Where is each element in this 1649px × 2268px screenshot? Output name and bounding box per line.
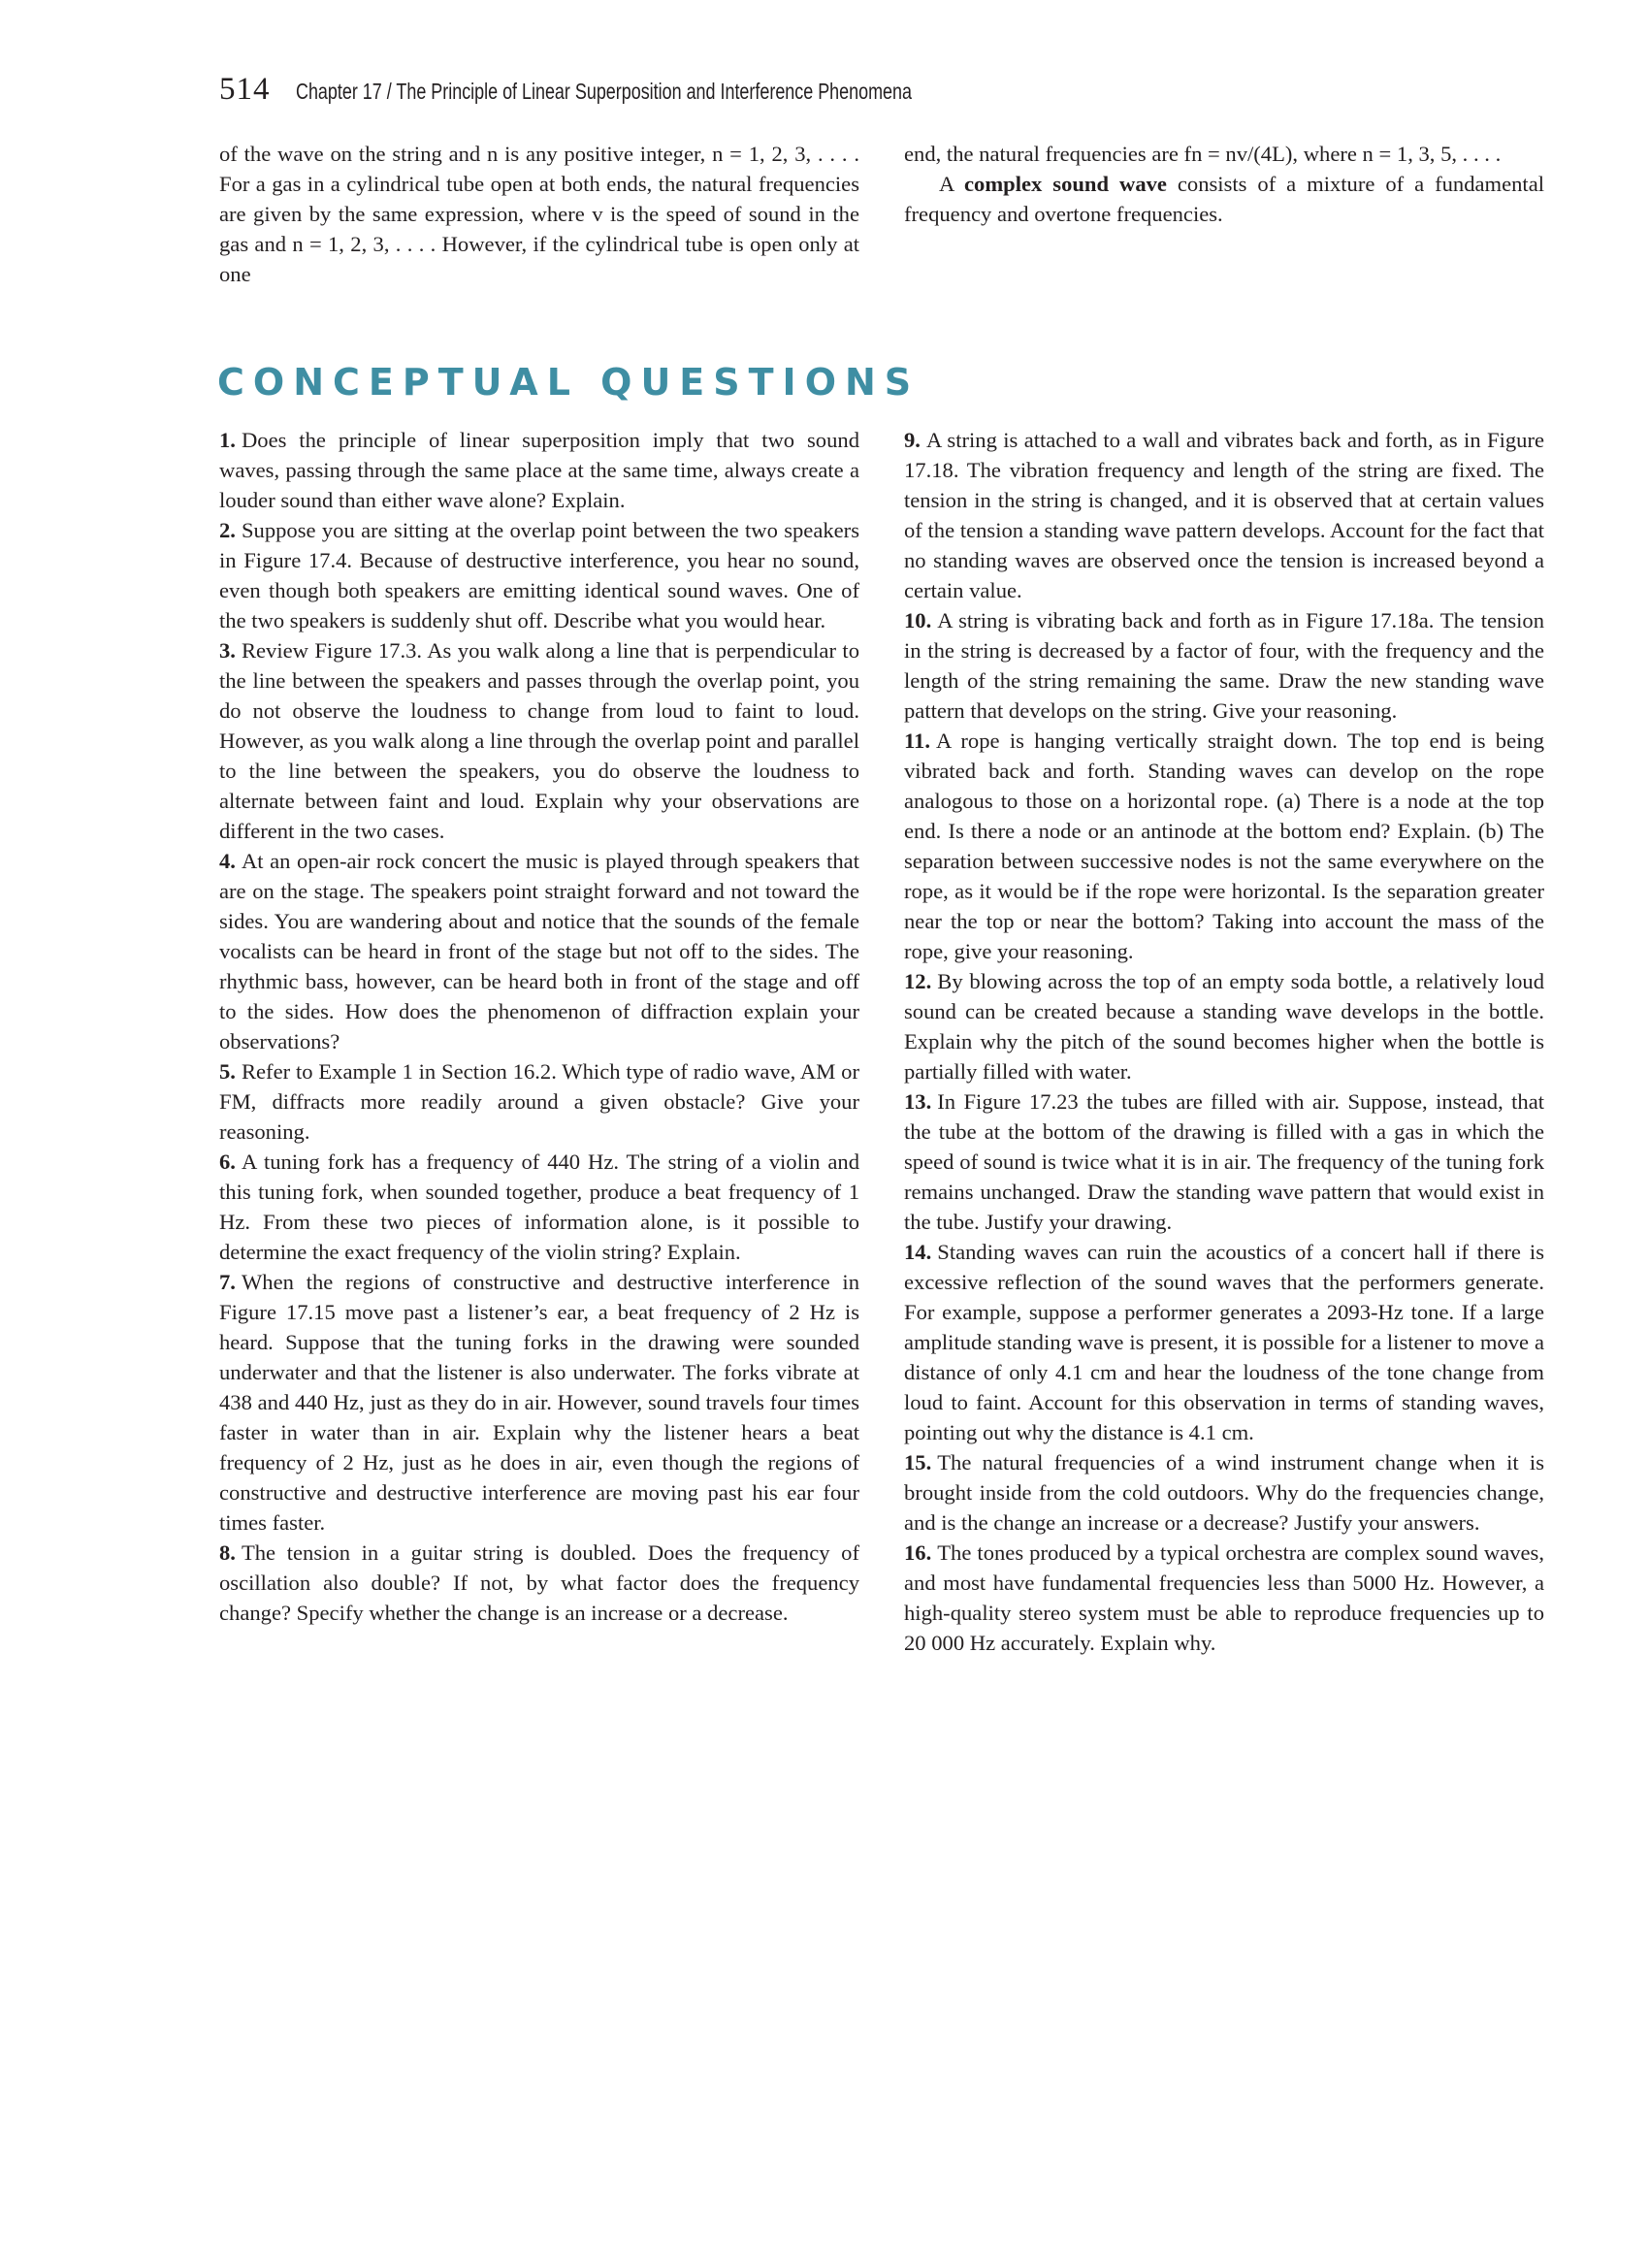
question-item: [219, 515, 859, 635]
question-item: [219, 425, 859, 515]
chapter-title: Chapter 17 / The Principle of Linear Superposition and Interference Phenomena: [295, 79, 912, 104]
question-item: [219, 1267, 859, 1538]
section-heading: CONCEPTUAL QUESTIONS: [217, 361, 921, 404]
question-item: [904, 1086, 1544, 1237]
question-number: 15.: [904, 1450, 932, 1474]
question-item: [904, 966, 1544, 1086]
question-text: A rope is hanging vertically straight down. The top end is being vibrated back and forth. Standing waves can develop on the rope analogous to those on a horizontal rope. (a) There is a node at the top end. Is there a node or an antinode at the bottom end? Explain. (b) The separation between successive nodes is not the same everywhere on the rope, as it would be if the rope were horizontal. Is the separation greater near the top or near the bottom? Taking into account the mass of the rope, give your reasoning.: [904, 729, 1544, 963]
intro-complex-sound-wave-paragraph: [904, 169, 1544, 229]
intro-right-column: [904, 139, 1544, 229]
question-number: 4.: [219, 849, 236, 873]
question-number: 8.: [219, 1540, 236, 1565]
question-text: A string is attached to a wall and vibrates back and forth, as in Figure 17.18. The vibration frequency and length of the string are fixed. The tension in the string is changed, and it is observed that at certain values of the tension a standing wave pattern develops. Account for the fact that no standing waves are observed once the tension is increased beyond a certain value.: [904, 428, 1544, 602]
question-text: When the regions of constructive and destructive interference in Figure 17.15 move past a listener’s ear, a beat frequency of 2 Hz is heard. Suppose that the tuning forks in the drawing were sounded underwater and that the listener is also underwater. The forks vibrate at 438 and 440 Hz, just as they do in air. However, sound travels four times faster in water than in air. Explain why the listener hears a beat frequency of 2 Hz, just as he does in air, even though the regions of constructive and destructive interference are moving past his ear four times faster.: [219, 1270, 859, 1535]
complex-wave-prefix: A: [939, 172, 965, 196]
question-item: [904, 1237, 1544, 1447]
question-text: The natural frequencies of a wind instrument change when it is brought inside from the cold outdoors. Why do the frequencies change, and is the change an increase or a decrease? Justify your answers.: [904, 1450, 1544, 1535]
question-number: 11.: [904, 729, 930, 753]
complex-sound-wave-term: complex sound wave: [964, 172, 1167, 196]
question-number: 10.: [904, 608, 932, 632]
question-number: 3.: [219, 638, 236, 663]
question-number: 9.: [904, 428, 921, 452]
question-text: At an open-air rock concert the music is played through speakers that are on the stage. The speakers point straight forward and not toward the sides. You are wandering about and notice that the sounds of the female vocalists can be heard in front of the stage but not off to the sides. The rhythmic bass, however, can be heard both in front of the stage and off to the sides. How does the phenomenon of diffraction explain your observations?: [219, 849, 859, 1053]
question-number: 6.: [219, 1150, 236, 1174]
intro-left-column: [219, 139, 859, 289]
question-item: [219, 846, 859, 1056]
running-head: [219, 72, 1085, 108]
questions-left-column: [219, 425, 859, 1628]
question-number: 12.: [904, 969, 932, 993]
intro-left-paragraph: of the wave on the string and n is any positive integer, n = 1, 2, 3, . . . . For a gas in a cylindrical tube open at both ends, the natural frequencies are given by the same expression, where v is the speed of sound in the gas and n = 1, 2, 3, . . . . However, if the cylindrical tube is open only at one: [219, 142, 859, 286]
question-number: 16.: [904, 1540, 932, 1565]
question-text: A string is vibrating back and forth as in Figure 17.18a. The tension in the string is decreased by a factor of four, with the frequency and the length of the string remaining the same. Draw the new standing wave pattern that develops on the string. Give your reasoning.: [904, 608, 1544, 723]
question-item: [904, 605, 1544, 726]
question-text: Does the principle of linear superposition imply that two sound waves, passing through the same place at the same time, always create a louder sound than either wave alone? Explain.: [219, 428, 859, 512]
question-text: Refer to Example 1 in Section 16.2. Which type of radio wave, AM or FM, diffracts more readily around a given obstacle? Give your reasoning.: [219, 1059, 859, 1144]
question-text: A tuning fork has a frequency of 440 Hz. The string of a violin and this tuning fork, when sounded together, produce a beat frequency of 1 Hz. From these two pieces of information alone, is it possible to determine the exact frequency of the violin string? Explain.: [219, 1150, 859, 1264]
question-text: Suppose you are sitting at the overlap point between the two speakers in Figure 17.4. Because of destructive interference, you hear no sound, even though both speakers are emitting identical sound waves. One of the two speakers is suddenly shut off. Describe what you would hear.: [219, 518, 859, 632]
question-text: Review Figure 17.3. As you walk along a line that is perpendicular to the line between the speakers and passes through the overlap point, you do not observe the loudness to change from loud to faint to loud. However, as you walk along a line through the overlap point and parallel to the line between the speakers, you do observe the loudness to alternate between faint and loud. Explain why your observations are different in the two cases.: [219, 638, 859, 843]
question-item: [219, 1538, 859, 1628]
question-text: Standing waves can ruin the acoustics of a concert hall if there is excessive reflection of the sound waves that the performers generate. For example, suppose a performer generates a 2093-Hz tone. If a large amplitude standing wave is present, it is possible for a listener to move a distance of only 4.1 cm and hear the loudness of the tone change from loud to faint. Account for this observation in terms of standing waves, pointing out why the distance is 4.1 cm.: [904, 1240, 1544, 1444]
question-text: The tones produced by a typical orchestra are complex sound waves, and most have fundamental frequencies less than 5000 Hz. However, a high-quality stereo system must be able to reproduce frequencies up to 20 000 Hz accurately. Explain why.: [904, 1540, 1544, 1655]
question-item: [904, 425, 1544, 605]
question-text: By blowing across the top of an empty soda bottle, a relatively loud sound can be created because a standing wave develops in the bottle. Explain why the pitch of the sound becomes higher when the bottle is partially filled with water.: [904, 969, 1544, 1084]
question-text: The tension in a guitar string is doubled. Does the frequency of oscillation also double? If not, by what factor does the frequency change? Specify whether the change is an increase or a decrease.: [219, 1540, 859, 1625]
question-item: [904, 1538, 1544, 1658]
question-item: [219, 1056, 859, 1147]
question-number: 13.: [904, 1089, 932, 1114]
questions-right-column: [904, 425, 1544, 1658]
intro-natural-frequencies-paragraph: end, the natural frequencies are fn = nv/(4L), where n = 1, 3, 5, . . . .: [904, 142, 1502, 166]
question-number: 14.: [904, 1240, 932, 1264]
question-text: In Figure 17.23 the tubes are filled with air. Suppose, instead, that the tube at the bottom of the drawing is filled with a gas in which the speed of sound is twice what it is in air. The frequency of the tuning fork remains unchanged. Draw the standing wave pattern that would exist in the tube. Justify your drawing.: [904, 1089, 1544, 1234]
question-item: [219, 635, 859, 846]
question-number: 1.: [219, 428, 236, 452]
question-item: [219, 1147, 859, 1267]
question-item: [904, 1447, 1544, 1538]
complex-wave-definition: consists of a mixture of a fundamental frequency and overtone frequencies.: [904, 172, 1544, 226]
page-number: 514: [219, 72, 271, 107]
question-number: 7.: [219, 1270, 236, 1294]
question-item: [904, 726, 1544, 966]
question-number: 2.: [219, 518, 236, 542]
question-number: 5.: [219, 1059, 236, 1084]
